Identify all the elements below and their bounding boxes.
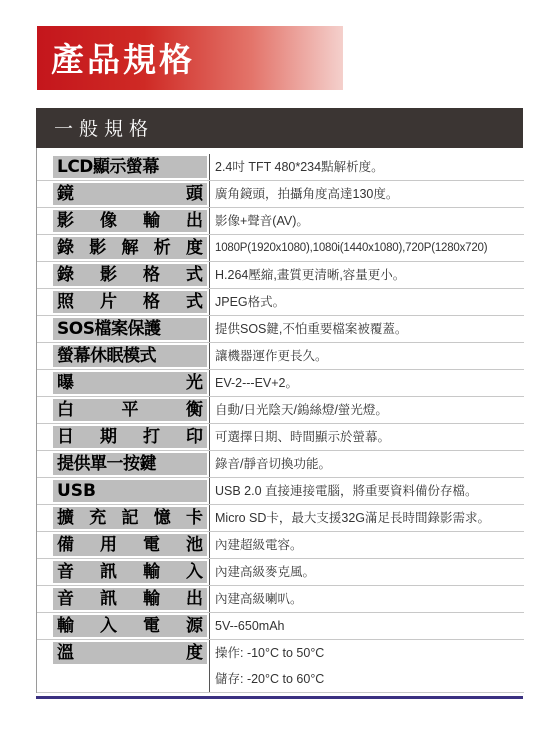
spec-value: 內建高級喇叭。 — [215, 592, 303, 606]
spec-value: 2.4吋 TFT 480*234點解析度。 — [215, 160, 384, 174]
spec-row-audio-input — [37, 559, 524, 586]
spec-row-video-output — [37, 208, 524, 235]
column-divider — [209, 451, 210, 477]
column-divider — [209, 478, 210, 504]
column-divider — [209, 613, 210, 639]
spec-value: 錄音/靜音切換功能。 — [215, 457, 331, 471]
spec-value-operating: 操作: -10°C to 50°C — [215, 646, 325, 660]
column-divider — [209, 532, 210, 558]
spec-value: 廣角鏡頭，拍攝角度高達130度。 — [215, 187, 399, 201]
spec-label: 照片格式 — [53, 291, 207, 313]
column-divider — [209, 289, 210, 315]
spec-value-storage: 儲存: -20°C to 60°C — [215, 672, 325, 686]
column-divider — [209, 316, 210, 342]
spec-value: 讓機器運作更長久。 — [215, 349, 328, 363]
spec-value: 可選擇日期、時間顯示於螢幕。 — [215, 430, 391, 444]
column-divider — [209, 343, 210, 369]
spec-row-white-balance — [37, 397, 524, 424]
spec-label: 音訊輸出 — [53, 588, 207, 610]
spec-row-audio-output — [37, 586, 524, 613]
column-divider — [209, 397, 210, 423]
spec-label: 提供單一按鍵 — [53, 453, 207, 475]
spec-value: 提供SOS鍵,不怕重要檔案被覆蓋。 — [215, 322, 408, 336]
spec-label: 日期打印 — [53, 426, 207, 448]
spec-row-resolution — [37, 235, 524, 262]
spec-label: 音訊輸入 — [53, 561, 207, 583]
column-divider — [209, 181, 210, 207]
title-banner — [37, 26, 343, 90]
spec-row-photo-format — [37, 289, 524, 316]
spec-row-recording-format — [37, 262, 524, 289]
column-divider — [209, 262, 210, 288]
spec-label: SOS檔案保護 — [53, 318, 207, 340]
spec-label: USB — [53, 480, 207, 502]
column-divider — [209, 640, 210, 692]
column-divider — [209, 559, 210, 585]
spec-value: 內建超級電容。 — [215, 538, 303, 552]
spec-row-date-stamp — [37, 424, 524, 451]
spec-label: 錄影解析度 — [53, 237, 207, 259]
spec-value: EV-2---EV+2。 — [215, 376, 299, 390]
section-title: 一般規格 — [54, 118, 155, 140]
spec-value: 影像+聲音(AV)。 — [215, 214, 309, 228]
spec-label: 螢幕休眠模式 — [53, 345, 207, 367]
spec-value: Micro SD卡，最大支援32G滿足長時間錄影需求。 — [215, 511, 491, 525]
column-divider — [209, 505, 210, 531]
column-divider — [209, 208, 210, 234]
spec-value: 5V--650mAh — [215, 619, 285, 633]
spec-row-backup-battery — [37, 532, 524, 559]
spec-row-sleep-mode — [37, 343, 524, 370]
spec-label: 錄影格式 — [53, 264, 207, 286]
spec-row-temperature — [37, 640, 524, 693]
page-title: 產品規格 — [51, 40, 195, 79]
spec-value: 內建高級麥克風。 — [215, 565, 316, 579]
spec-row-sos — [37, 316, 524, 343]
spec-row-lens — [37, 181, 524, 208]
spec-label: LCD顯示螢幕 — [53, 156, 207, 178]
spec-label: 鏡頭 — [53, 183, 207, 205]
spec-row-single-button — [37, 451, 524, 478]
spec-row-lcd — [37, 154, 524, 181]
spec-label: 白平衡 — [53, 399, 207, 421]
spec-row-power-input — [37, 613, 524, 640]
section-header — [36, 108, 523, 148]
column-divider — [209, 235, 210, 261]
bottom-rule — [36, 696, 523, 699]
spec-value: JPEG格式。 — [215, 295, 286, 309]
column-divider — [209, 154, 210, 180]
spec-row-memory-card — [37, 505, 524, 532]
spec-label: 曝光 — [53, 372, 207, 394]
spec-table — [36, 148, 524, 693]
spec-row-exposure — [37, 370, 524, 397]
spec-row-usb — [37, 478, 524, 505]
column-divider — [209, 586, 210, 612]
spec-value: 1080P(1920x1080),1080i(1440x1080),720P(1280x720) — [215, 242, 488, 254]
spec-label: 備用電池 — [53, 534, 207, 556]
spec-label: 擴充記憶卡 — [53, 507, 207, 529]
spec-label: 影像輸出 — [53, 210, 207, 232]
spec-value: H.264壓縮,畫質更清晰,容量更小。 — [215, 268, 406, 282]
column-divider — [209, 424, 210, 450]
spec-value: USB 2.0 直接連接電腦，將重要資料備份存檔。 — [215, 484, 478, 498]
spec-value: 自動/日光陰天/鎢絲燈/螢光燈。 — [215, 403, 388, 417]
spec-label: 溫度 — [53, 642, 207, 664]
spec-label: 輸入電源 — [53, 615, 207, 637]
column-divider — [209, 370, 210, 396]
